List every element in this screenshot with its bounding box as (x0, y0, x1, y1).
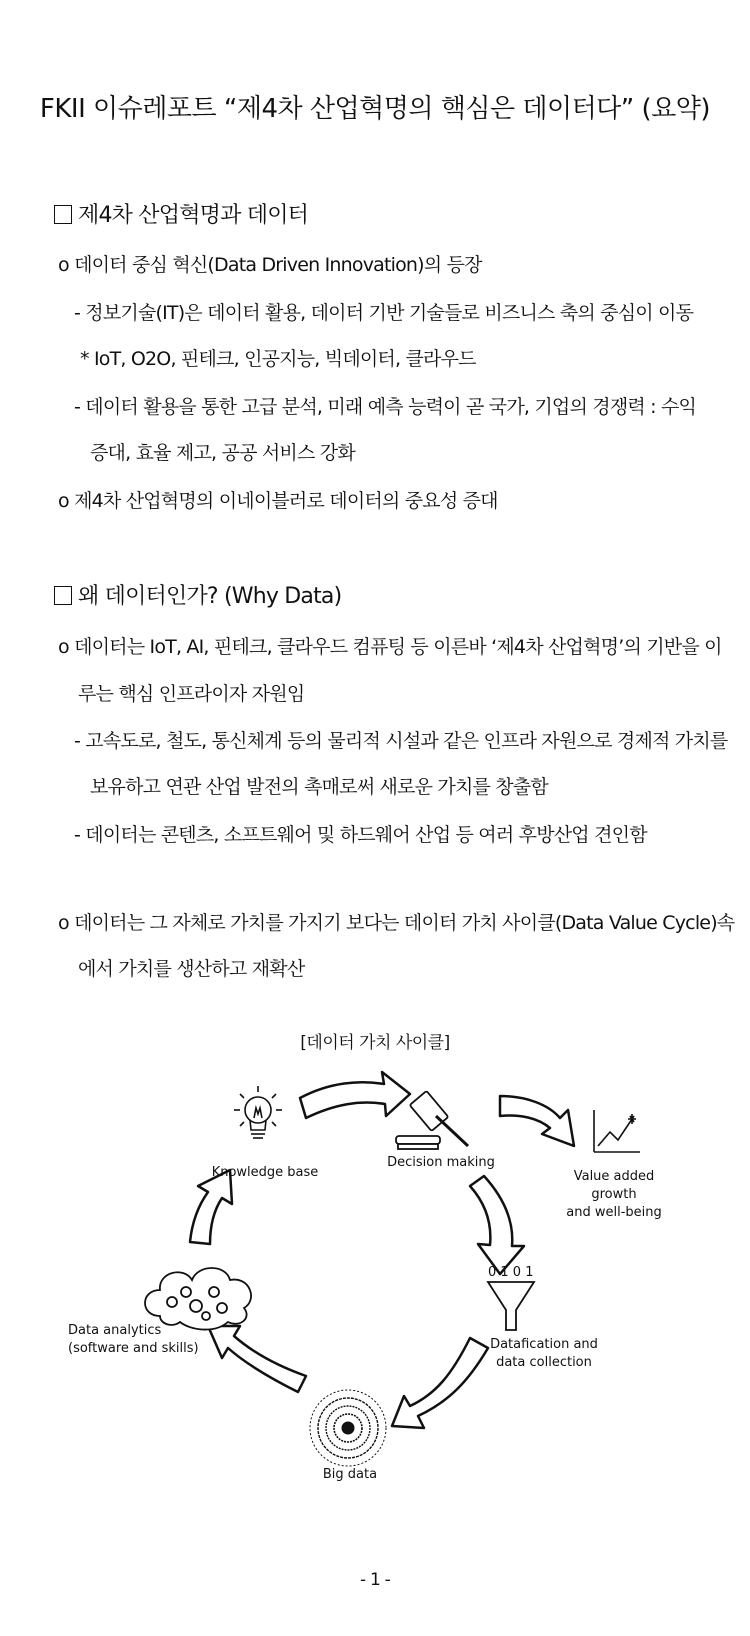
section2-bullet-2-line2: 에서 가치를 생산하고 재확산 (78, 958, 305, 980)
cycle-arrow-top-right (500, 1096, 574, 1146)
growth-chart-icon (594, 1110, 640, 1152)
label-analytics-line2: (software and skills) (68, 1341, 199, 1356)
checkbox-square-icon (54, 205, 72, 224)
page-title: FKII 이슈레포트 “제4차 산업혁명의 핵심은 데이터다” (요약) (39, 94, 711, 124)
label-value-line2: growth (591, 1187, 637, 1202)
section1-dash-2-line2: 증대, 효율 제고, 공공 서비스 강화 (90, 442, 355, 464)
cycle-arrow-bottom-right (392, 1338, 488, 1428)
section2-bullet-2-line1: o 데이터는 그 자체로 가치를 가지기 보다는 데이터 가치 사이클(Data Value Cycle)속 (58, 912, 735, 934)
page-number: - 1 - (360, 1570, 390, 1590)
cycle-arrow-top-left (300, 1072, 410, 1118)
label-decision-making: Decision making (387, 1155, 495, 1170)
cycle-arrow-left-up (190, 1170, 232, 1244)
section2-heading (54, 579, 341, 610)
label-datafication-line1: Datafication and (490, 1337, 598, 1352)
big-data-sphere-icon (310, 1390, 386, 1466)
cloud-gears-icon (145, 1268, 251, 1330)
section1-bullet-2: o 제4차 산업혁명의 이네이블러로 데이터의 중요성 증대 (58, 490, 498, 512)
section1-bullet-1: o 데이터 중심 혁신(Data Driven Innovation)의 등장 (58, 254, 482, 276)
binary-digits: 0 1 0 1 (488, 1265, 534, 1280)
funnel-icon (488, 1282, 534, 1330)
section1-heading-text: 제4차 산업혁명과 데이터 (78, 203, 309, 228)
section1-dash-2-line1: - 데이터 활용을 통한 고급 분석, 미래 예측 능력이 곧 국가, 기업의 경쟁력 : 수익 (74, 396, 697, 418)
section2-bullet-1-line2: 루는 핵심 인프라이자 자원임 (78, 683, 305, 705)
label-knowledge-base: Knowledge base (211, 1165, 319, 1180)
checkbox-square-icon (54, 586, 72, 605)
data-value-cycle-diagram (0, 1060, 750, 1490)
section2-dash-2: - 데이터는 콘텐츠, 소프트웨어 및 하드웨어 산업 등 여러 후방산업 견인함 (74, 824, 647, 846)
section2-dash-1-line2: 보유하고 연관 산업 발전의 촉매로써 새로운 가치를 창출함 (90, 776, 548, 798)
label-value-line1: Value added (573, 1169, 655, 1184)
gavel-icon (396, 1091, 468, 1149)
label-analytics-line1: Data analytics (68, 1323, 162, 1338)
section1-dash-1: - 정보기술(IT)은 데이터 활용, 데이터 기반 기술들로 비즈니스 축의 중심이 이동 (74, 302, 694, 324)
cycle-arrow-bottom-left (208, 1326, 306, 1392)
label-big-data: Big data (322, 1467, 378, 1482)
section2-heading-text: 왜 데이터인가? (Why Data) (78, 584, 342, 609)
diagram-caption: [데이터 가치 사이클] (300, 1033, 450, 1053)
section2-dash-1-line1: - 고속도로, 철도, 통신체계 등의 물리적 시설과 같은 인프라 자원으로 경제적 가치를 (74, 730, 728, 752)
lightbulb-icon (234, 1086, 282, 1138)
label-datafication-line2: data collection (496, 1355, 592, 1370)
cycle-arrow-right-down (470, 1176, 524, 1274)
section1-heading (54, 198, 308, 229)
label-value-line3: and well-being (566, 1205, 662, 1220)
section2-bullet-1-line1: o 데이터는 IoT, AI, 핀테크, 클라우드 컴퓨팅 등 이른바 ‘제4차 산업혁명’의 기반을 이 (58, 636, 722, 658)
section1-note: * IoT, O2O, 핀테크, 인공지능, 빅데이터, 클라우드 (80, 348, 476, 370)
